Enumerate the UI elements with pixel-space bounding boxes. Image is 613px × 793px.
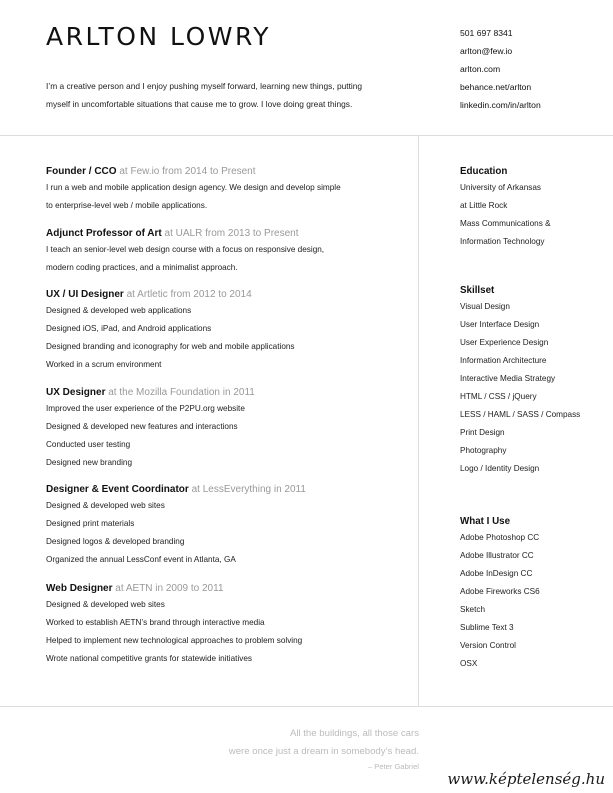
contact-website: arlton.com — [460, 64, 501, 74]
job-detail: Improved the user experience of the P2PU.org website — [46, 404, 245, 413]
job-title — [46, 288, 406, 302]
tool-item: Adobe InDesign CC — [460, 569, 533, 578]
education-item: Mass Communications & — [460, 219, 551, 228]
quote-line: All the buildings, all those cars — [289, 728, 419, 739]
job-detail: Designed logos & developed branding — [46, 537, 185, 546]
job-title — [46, 165, 406, 179]
job-detail: Worked in a scrum environment — [46, 360, 162, 369]
skillset-section — [460, 284, 600, 478]
job-detail: Wrote national competitive grants for statewide initiatives — [46, 654, 252, 663]
quote-line: were once just a dream in somebody’s head. — [228, 746, 419, 757]
job-title — [46, 582, 406, 596]
section-heading: What I Use — [460, 516, 511, 527]
job-detail: Worked to establish AETN’s brand through interactive media — [46, 618, 265, 627]
job-meta: at AETN in 2009 to 2011 — [115, 583, 224, 594]
header-divider — [0, 135, 613, 136]
tool-item: Adobe Photoshop CC — [460, 533, 540, 542]
watermark: www.képtelenség.hu — [447, 770, 605, 788]
tool-item: Adobe Fireworks CS6 — [460, 587, 540, 596]
skill-item: Information Architecture — [460, 356, 547, 365]
job-role: UX / UI Designer — [46, 289, 124, 300]
job-entry — [46, 288, 406, 374]
education-item: Information Technology — [460, 237, 545, 246]
job-entry — [46, 582, 406, 668]
tool-item: Version Control — [460, 641, 516, 650]
skill-item: User Interface Design — [460, 320, 540, 329]
tool-item: OSX — [460, 659, 478, 668]
job-detail: I run a web and mobile application design agency. We design and develop simple — [46, 183, 341, 192]
education-item: University of Arkansas — [460, 183, 541, 192]
job-role: UX Designer — [46, 387, 106, 398]
contact-email: arlton@few.io — [460, 46, 513, 56]
quote-author: – Peter Gabriel — [367, 762, 419, 771]
skill-item: Print Design — [460, 428, 505, 437]
job-meta: at Few.io from 2014 to Present — [119, 166, 256, 177]
skill-item: Photography — [460, 446, 507, 455]
tool-item: Sketch — [460, 605, 486, 614]
column-divider — [418, 135, 419, 706]
job-detail: Designed & developed web sites — [46, 501, 165, 510]
job-detail: Conducted user testing — [46, 440, 131, 449]
footer-divider — [0, 706, 613, 707]
job-role: Adjunct Professor of Art — [46, 228, 162, 239]
section-heading: Skillset — [460, 285, 495, 296]
job-detail: Designed iOS, iPad, and Android applications — [46, 324, 212, 333]
job-title — [46, 386, 406, 400]
job-detail: Designed new branding — [46, 458, 133, 467]
job-detail: Designed & developed new features and interactions — [46, 422, 238, 431]
job-detail: Designed & developed web applications — [46, 306, 192, 315]
job-meta: at Artletic from 2012 to 2014 — [126, 289, 252, 300]
job-detail: I teach an senior-level web design course with a focus on responsive design, — [46, 245, 325, 254]
skill-item: User Experience Design — [460, 338, 549, 347]
intro-text — [46, 77, 406, 113]
tools-section — [460, 515, 600, 673]
job-detail: Designed branding and iconography for web and mobile applications — [46, 342, 295, 351]
tool-item: Adobe Illustrator CC — [460, 551, 534, 560]
skill-item: Logo / Identity Design — [460, 464, 540, 473]
skill-item: Interactive Media Strategy — [460, 374, 556, 383]
skill-item: LESS / HAML / SASS / Compass — [460, 410, 581, 419]
resume-name: ARLTON LOWRY — [46, 22, 272, 51]
job-meta: at the Mozilla Foundation in 2011 — [108, 387, 255, 398]
education-item: at Little Rock — [460, 201, 508, 210]
skill-item: HTML / CSS / jQuery — [460, 392, 537, 401]
job-detail: Designed & developed web sites — [46, 600, 165, 609]
contact-block — [460, 24, 541, 114]
job-detail: modern coding practices, and a minimalist approach. — [46, 263, 238, 272]
job-title — [46, 227, 406, 241]
section-heading: Education — [460, 166, 508, 177]
skill-item: Visual Design — [460, 302, 510, 311]
job-detail: Designed print materials — [46, 519, 135, 528]
contact-linkedin: linkedin.com/in/arlton — [460, 100, 541, 110]
contact-phone: 501 697 8341 — [460, 28, 513, 38]
job-meta: at LessEverything in 2011 — [191, 484, 306, 495]
job-detail: to enterprise-level web / mobile applications. — [46, 201, 208, 210]
intro-line: myself in uncomfortable situations that cause me to grow. I love doing great things. — [46, 99, 353, 109]
job-entry — [46, 386, 406, 472]
job-role: Founder / CCO — [46, 166, 117, 177]
footer-quote — [229, 725, 419, 773]
intro-line: I’m a creative person and I enjoy pushing myself forward, learning new things, putting — [46, 81, 363, 91]
education-section — [460, 165, 600, 251]
job-detail: Helped to implement new technological approaches to problem solving — [46, 636, 303, 645]
job-entry — [46, 227, 406, 277]
job-role: Web Designer — [46, 583, 113, 594]
job-entry — [46, 165, 406, 215]
job-title — [46, 483, 406, 497]
job-detail: Organized the annual LessConf event in Atlanta, GA — [46, 555, 236, 564]
job-entry — [46, 483, 406, 569]
tool-item: Sublime Text 3 — [460, 623, 514, 632]
job-meta: at UALR from 2013 to Present — [164, 228, 299, 239]
contact-behance: behance.net/arlton — [460, 82, 532, 92]
job-role: Designer & Event Coordinator — [46, 484, 189, 495]
